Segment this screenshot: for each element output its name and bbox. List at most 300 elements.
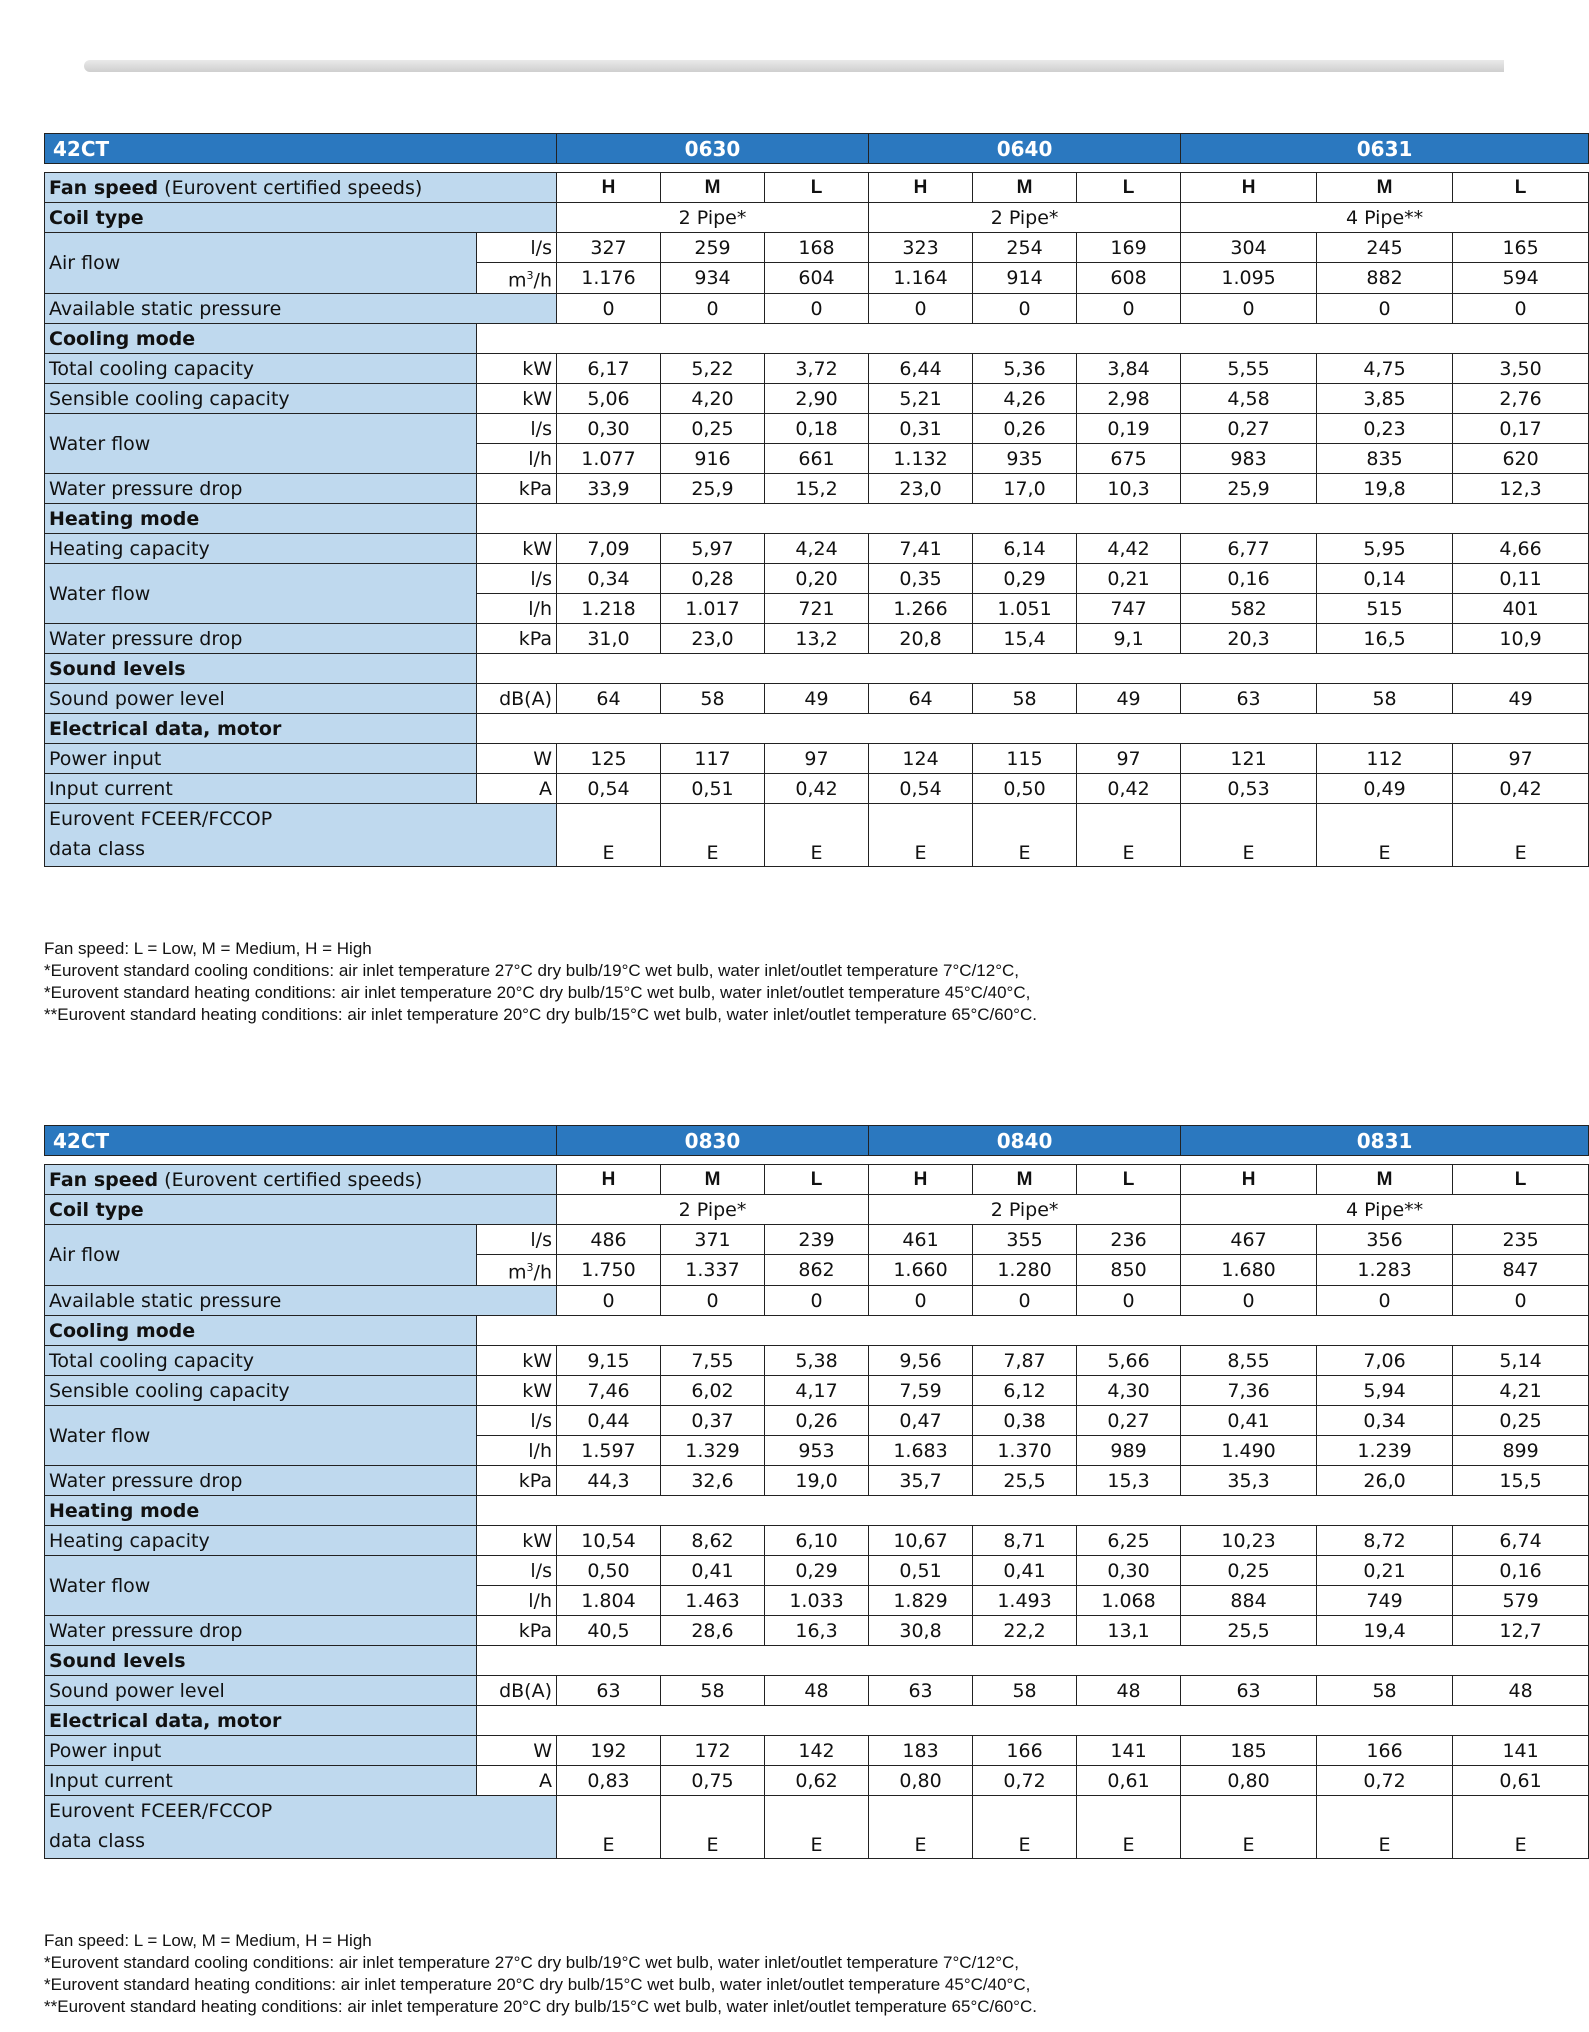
fan-speed-cell: L — [1453, 1165, 1589, 1195]
sensible-cooling-cell: 4,17 — [765, 1376, 869, 1406]
air-flow-cell: 608 — [1077, 263, 1181, 294]
power-input-cell: 97 — [1453, 744, 1589, 774]
heating-water-flow-cell: 0,35 — [869, 564, 973, 594]
heating-capacity-cell: 4,24 — [765, 534, 869, 564]
power-input-cell: 185 — [1181, 1736, 1317, 1766]
air-flow-label: Air flow — [45, 233, 477, 294]
fan-speed-cell: H — [1181, 173, 1317, 203]
fan-speed-cell: H — [557, 173, 661, 203]
cooling-water-flow-cell: 661 — [765, 444, 869, 474]
eurovent-class-label — [45, 804, 557, 867]
model-header: 0630 — [557, 134, 869, 164]
total-cooling-cell: 3,72 — [765, 354, 869, 384]
eurovent-class-cell: E — [1181, 1796, 1317, 1859]
heating-water-pressure-drop-cell: 13,1 — [1077, 1616, 1181, 1646]
air-flow-cell: 914 — [973, 263, 1077, 294]
coil-type-cell: 2 Pipe* — [869, 203, 1181, 233]
heating-water-flow-cell: 582 — [1181, 594, 1317, 624]
sensible-cooling-cell: 6,12 — [973, 1376, 1077, 1406]
top-decorative-bar — [84, 60, 1504, 72]
air-flow-cell: 1.750 — [557, 1255, 661, 1286]
sound-power-unit: dB(A) — [477, 1676, 557, 1706]
input-current-cell: 0,80 — [1181, 1766, 1317, 1796]
heating-water-flow-row-1 — [45, 564, 1589, 594]
cooling-water-pressure-drop-unit: kPa — [477, 474, 557, 504]
electrical-data-label: Electrical data, motor — [45, 714, 477, 744]
power-input-cell: 121 — [1181, 744, 1317, 774]
power-input-cell: 124 — [869, 744, 973, 774]
cooling-water-pressure-drop-cell: 15,5 — [1453, 1466, 1589, 1496]
air-flow-cell: 1.283 — [1317, 1255, 1453, 1286]
heating-water-pressure-drop-cell: 31,0 — [557, 624, 661, 654]
input-current-cell: 0,80 — [869, 1766, 973, 1796]
fan-speed-cell: M — [1317, 1165, 1453, 1195]
cooling-water-flow-cell: 935 — [973, 444, 1077, 474]
section-spacer — [477, 714, 1589, 744]
heating-water-flow-unit-1: l/s — [477, 564, 557, 594]
power-input-cell: 166 — [973, 1736, 1077, 1766]
cooling-water-flow-cell: 0,31 — [869, 414, 973, 444]
coil-type-label: Coil type — [45, 1195, 557, 1225]
air-flow-cell: 236 — [1077, 1225, 1181, 1255]
sensible-cooling-cell: 5,94 — [1317, 1376, 1453, 1406]
input-current-row — [45, 774, 1589, 804]
air-flow-unit-1: l/s — [477, 233, 557, 263]
sound-power-row — [45, 684, 1589, 714]
power-input-cell: 115 — [973, 744, 1077, 774]
heating-capacity-cell: 8,72 — [1317, 1526, 1453, 1556]
spec-table-1 — [44, 133, 1589, 867]
eurovent-class-cell: E — [869, 804, 973, 867]
heating-water-flow-cell: 747 — [1077, 594, 1181, 624]
fan-speed-label-bold: Fan speed — [49, 176, 159, 199]
cooling-water-pressure-drop-cell: 25,5 — [973, 1466, 1077, 1496]
sensible-cooling-row — [45, 384, 1589, 414]
heating-water-pressure-drop-cell: 30,8 — [869, 1616, 973, 1646]
heating-capacity-cell: 5,97 — [661, 534, 765, 564]
static-pressure-cell: 0 — [973, 1286, 1077, 1316]
air-flow-cell: 327 — [557, 233, 661, 263]
sensible-cooling-cell: 7,59 — [869, 1376, 973, 1406]
eurovent-class-cell: E — [1181, 804, 1317, 867]
heating-water-flow-cell: 0,21 — [1317, 1556, 1453, 1586]
air-flow-cell: 1.280 — [973, 1255, 1077, 1286]
air-flow-cell: 165 — [1453, 233, 1589, 263]
sound-levels-label: Sound levels — [45, 1646, 477, 1676]
power-input-cell: 142 — [765, 1736, 869, 1766]
sensible-cooling-cell: 6,02 — [661, 1376, 765, 1406]
heating-water-flow-cell: 515 — [1317, 594, 1453, 624]
section-spacer — [477, 504, 1589, 534]
heating-water-pressure-drop-cell: 16,3 — [765, 1616, 869, 1646]
total-cooling-cell: 5,38 — [765, 1346, 869, 1376]
static-pressure-cell: 0 — [765, 294, 869, 324]
cooling-water-pressure-drop-cell: 17,0 — [973, 474, 1077, 504]
eurovent-class-cell: E — [973, 804, 1077, 867]
input-current-cell: 0,83 — [557, 1766, 661, 1796]
cooling-water-pressure-drop-label: Water pressure drop — [45, 1466, 477, 1496]
heating-water-flow-cell: 1.829 — [869, 1586, 973, 1616]
heating-water-pressure-drop-cell: 12,7 — [1453, 1616, 1589, 1646]
heating-water-flow-cell: 0,25 — [1181, 1556, 1317, 1586]
sound-power-cell: 58 — [1317, 1676, 1453, 1706]
section-spacer — [477, 1316, 1589, 1346]
eurovent-class-row — [45, 804, 1589, 867]
air-flow-unit-1: l/s — [477, 1225, 557, 1255]
model-header: 0640 — [869, 134, 1181, 164]
air-flow-cell: 235 — [1453, 1225, 1589, 1255]
heating-water-flow-unit-2: l/h — [477, 594, 557, 624]
sound-power-cell: 58 — [973, 684, 1077, 714]
total-cooling-cell: 5,14 — [1453, 1346, 1589, 1376]
static-pressure-cell: 0 — [557, 294, 661, 324]
fan-speed-cell: L — [1077, 173, 1181, 203]
coil-type-cell: 4 Pipe** — [1181, 203, 1589, 233]
heating-water-flow-cell: 579 — [1453, 1586, 1589, 1616]
cooling-water-pressure-drop-cell: 25,9 — [661, 474, 765, 504]
sound-power-cell: 58 — [661, 1676, 765, 1706]
static-pressure-cell: 0 — [1453, 1286, 1589, 1316]
eurovent-class-cell: E — [1077, 1796, 1181, 1859]
static-pressure-label: Available static pressure — [45, 1286, 557, 1316]
section-spacer — [477, 1646, 1589, 1676]
cooling-water-flow-cell: 0,38 — [973, 1406, 1077, 1436]
heating-water-pressure-drop-cell: 10,9 — [1453, 624, 1589, 654]
unit-tail: /h — [533, 1261, 552, 1284]
total-cooling-cell: 7,06 — [1317, 1346, 1453, 1376]
heating-capacity-label: Heating capacity — [45, 534, 477, 564]
heating-water-pressure-drop-cell: 25,5 — [1181, 1616, 1317, 1646]
cooling-water-flow-cell: 989 — [1077, 1436, 1181, 1466]
heating-water-flow-label: Water flow — [45, 1556, 477, 1616]
eurovent-class-cell: E — [1453, 804, 1589, 867]
fan-speed-label-note: (Eurovent certified speeds) — [158, 1168, 423, 1191]
sound-power-cell: 63 — [869, 1676, 973, 1706]
sound-power-cell: 48 — [1077, 1676, 1181, 1706]
input-current-row — [45, 1766, 1589, 1796]
sound-power-unit: dB(A) — [477, 684, 557, 714]
air-flow-cell: 847 — [1453, 1255, 1589, 1286]
cooling-water-flow-cell: 1.490 — [1181, 1436, 1317, 1466]
heating-water-flow-cell: 1.068 — [1077, 1586, 1181, 1616]
sensible-cooling-unit: kW — [477, 1376, 557, 1406]
heating-water-pressure-drop-cell: 23,0 — [661, 624, 765, 654]
fan-speed-label — [45, 173, 557, 203]
static-pressure-cell: 0 — [661, 294, 765, 324]
fan-speed-cell: M — [973, 173, 1077, 203]
cooling-water-flow-cell: 620 — [1453, 444, 1589, 474]
air-flow-cell: 604 — [765, 263, 869, 294]
fan-speed-cell: H — [869, 1165, 973, 1195]
total-cooling-cell: 6,17 — [557, 354, 661, 384]
cooling-water-flow-cell: 0,26 — [973, 414, 1077, 444]
air-flow-unit-2 — [477, 1255, 557, 1286]
coil-type-label: Coil type — [45, 203, 557, 233]
series-title: 42CT — [45, 1126, 557, 1156]
sound-power-cell: 48 — [1453, 1676, 1589, 1706]
cooling-water-flow-cell: 0,44 — [557, 1406, 661, 1436]
footnote-line: *Eurovent standard cooling conditions: air inlet temperature 27°C dry bulb/19°C wet bulb, water inlet/outlet temperature 7°C/12°C, — [44, 961, 1019, 980]
input-current-cell: 0,53 — [1181, 774, 1317, 804]
static-pressure-cell: 0 — [661, 1286, 765, 1316]
total-cooling-cell: 3,84 — [1077, 354, 1181, 384]
section-spacer — [477, 1706, 1589, 1736]
footnote-line: Fan speed: L = Low, M = Medium, H = High — [44, 939, 372, 958]
air-flow-cell: 304 — [1181, 233, 1317, 263]
cooling-water-flow-cell: 0,30 — [557, 414, 661, 444]
heating-water-flow-cell: 1.051 — [973, 594, 1077, 624]
total-cooling-cell: 4,75 — [1317, 354, 1453, 384]
static-pressure-cell: 0 — [1317, 294, 1453, 324]
cooling-water-flow-cell: 916 — [661, 444, 765, 474]
sound-power-cell: 49 — [765, 684, 869, 714]
sensible-cooling-label: Sensible cooling capacity — [45, 384, 477, 414]
power-input-cell: 192 — [557, 1736, 661, 1766]
cooling-water-pressure-drop-cell: 35,7 — [869, 1466, 973, 1496]
air-flow-cell: 461 — [869, 1225, 973, 1255]
eurovent-class-cell: E — [1317, 804, 1453, 867]
unit-superscript: 3 — [526, 269, 534, 282]
air-flow-cell: 1.164 — [869, 263, 973, 294]
eurovent-class-cell: E — [661, 1796, 765, 1859]
air-flow-cell: 239 — [765, 1225, 869, 1255]
sound-power-cell: 64 — [557, 684, 661, 714]
total-cooling-row — [45, 1346, 1589, 1376]
heating-capacity-cell: 6,14 — [973, 534, 1077, 564]
total-cooling-unit: kW — [477, 1346, 557, 1376]
sound-power-cell: 58 — [1317, 684, 1453, 714]
heating-water-pressure-drop-cell: 19,4 — [1317, 1616, 1453, 1646]
eurovent-class-cell: E — [765, 804, 869, 867]
heating-water-flow-cell: 0,50 — [557, 1556, 661, 1586]
input-current-cell: 0,42 — [1077, 774, 1181, 804]
unit-base: m — [508, 1261, 527, 1284]
sound-power-cell: 49 — [1077, 684, 1181, 714]
heating-capacity-unit: kW — [477, 534, 557, 564]
heating-capacity-cell: 7,09 — [557, 534, 661, 564]
heating-water-flow-cell: 0,30 — [1077, 1556, 1181, 1586]
sound-power-cell: 63 — [1181, 684, 1317, 714]
input-current-cell: 0,72 — [1317, 1766, 1453, 1796]
sound-power-cell: 58 — [661, 684, 765, 714]
air-flow-cell: 356 — [1317, 1225, 1453, 1255]
power-input-cell: 112 — [1317, 744, 1453, 774]
cooling-water-flow-cell: 0,26 — [765, 1406, 869, 1436]
air-flow-cell: 1.660 — [869, 1255, 973, 1286]
total-cooling-cell: 6,44 — [869, 354, 973, 384]
heating-water-pressure-drop-cell: 20,3 — [1181, 624, 1317, 654]
air-flow-cell: 1.680 — [1181, 1255, 1317, 1286]
electrical-data-row — [45, 1706, 1589, 1736]
air-flow-cell: 1.337 — [661, 1255, 765, 1286]
static-pressure-cell: 0 — [869, 1286, 973, 1316]
cooling-water-flow-cell: 1.370 — [973, 1436, 1077, 1466]
fan-speed-row — [45, 1165, 1589, 1195]
cooling-water-pressure-drop-unit: kPa — [477, 1466, 557, 1496]
coil-type-cell: 2 Pipe* — [557, 203, 869, 233]
section-spacer — [477, 654, 1589, 684]
heating-water-pressure-drop-label: Water pressure drop — [45, 624, 477, 654]
sensible-cooling-cell: 7,36 — [1181, 1376, 1317, 1406]
eurovent-class-cell: E — [1077, 804, 1181, 867]
cooling-water-flow-cell: 0,27 — [1181, 414, 1317, 444]
cooling-water-flow-cell: 1.239 — [1317, 1436, 1453, 1466]
air-flow-cell: 862 — [765, 1255, 869, 1286]
cooling-water-pressure-drop-cell: 15,3 — [1077, 1466, 1181, 1496]
cooling-water-pressure-drop-cell: 15,2 — [765, 474, 869, 504]
heating-water-flow-cell: 0,28 — [661, 564, 765, 594]
heating-capacity-cell: 5,95 — [1317, 534, 1453, 564]
heating-water-pressure-drop-cell: 20,8 — [869, 624, 973, 654]
power-input-cell: 183 — [869, 1736, 973, 1766]
cooling-water-pressure-drop-cell: 35,3 — [1181, 1466, 1317, 1496]
model-header: 0831 — [1181, 1126, 1589, 1156]
sound-levels-row — [45, 1646, 1589, 1676]
heating-water-flow-cell: 749 — [1317, 1586, 1453, 1616]
air-flow-cell: 467 — [1181, 1225, 1317, 1255]
static-pressure-cell: 0 — [557, 1286, 661, 1316]
static-pressure-cell: 0 — [1077, 1286, 1181, 1316]
header-row — [45, 1126, 1589, 1156]
cooling-water-flow-cell: 0,34 — [1317, 1406, 1453, 1436]
heating-water-flow-cell: 0,34 — [557, 564, 661, 594]
input-current-cell: 0,42 — [1453, 774, 1589, 804]
static-pressure-cell: 0 — [973, 294, 1077, 324]
cooling-water-flow-label: Water flow — [45, 414, 477, 474]
sound-power-cell: 63 — [557, 1676, 661, 1706]
coil-type-cell: 2 Pipe* — [557, 1195, 869, 1225]
spacer — [45, 164, 1589, 173]
air-flow-cell: 934 — [661, 263, 765, 294]
cooling-water-flow-cell: 0,37 — [661, 1406, 765, 1436]
fan-speed-cell: L — [765, 1165, 869, 1195]
heating-capacity-row — [45, 534, 1589, 564]
heating-water-flow-cell: 1.493 — [973, 1586, 1077, 1616]
heating-water-pressure-drop-unit: kPa — [477, 624, 557, 654]
air-flow-row-1 — [45, 233, 1589, 263]
cooling-water-pressure-drop-cell: 44,3 — [557, 1466, 661, 1496]
power-input-cell: 172 — [661, 1736, 765, 1766]
fan-speed-cell: L — [1453, 173, 1589, 203]
air-flow-cell: 245 — [1317, 233, 1453, 263]
sound-power-cell: 49 — [1453, 684, 1589, 714]
heating-water-flow-cell: 0,51 — [869, 1556, 973, 1586]
heating-capacity-cell: 4,66 — [1453, 534, 1589, 564]
power-input-row — [45, 744, 1589, 774]
sensible-cooling-cell: 4,26 — [973, 384, 1077, 414]
heating-water-flow-cell: 1.463 — [661, 1586, 765, 1616]
cooling-water-pressure-drop-cell: 19,0 — [765, 1466, 869, 1496]
heating-mode-row — [45, 1496, 1589, 1526]
air-flow-cell: 323 — [869, 233, 973, 263]
eurovent-label-line-1: Eurovent FCEER/FCCOP — [49, 1800, 273, 1823]
footnote-line: Fan speed: L = Low, M = Medium, H = High — [44, 1931, 372, 1950]
input-current-cell: 0,49 — [1317, 774, 1453, 804]
cooling-mode-label: Cooling mode — [45, 1316, 477, 1346]
sensible-cooling-cell: 4,58 — [1181, 384, 1317, 414]
eurovent-class-cell: E — [557, 804, 661, 867]
fan-speed-cell: H — [1181, 1165, 1317, 1195]
cooling-water-flow-row-1 — [45, 1406, 1589, 1436]
heating-water-flow-cell: 0,16 — [1453, 1556, 1589, 1586]
static-pressure-row — [45, 294, 1589, 324]
input-current-unit: A — [477, 1766, 557, 1796]
cooling-water-pressure-drop-cell: 26,0 — [1317, 1466, 1453, 1496]
cooling-water-flow-cell: 1.683 — [869, 1436, 973, 1466]
eurovent-class-cell: E — [765, 1796, 869, 1859]
spec-table-2 — [44, 1125, 1589, 1859]
cooling-water-flow-unit-1: l/s — [477, 414, 557, 444]
cooling-water-pressure-drop-row — [45, 1466, 1589, 1496]
heating-capacity-cell: 4,42 — [1077, 534, 1181, 564]
cooling-water-pressure-drop-cell: 23,0 — [869, 474, 973, 504]
power-input-label: Power input — [45, 744, 477, 774]
section-spacer — [477, 324, 1589, 354]
input-current-cell: 0,72 — [973, 1766, 1077, 1796]
heating-capacity-cell: 8,62 — [661, 1526, 765, 1556]
heating-water-flow-label: Water flow — [45, 564, 477, 624]
series-title: 42CT — [45, 134, 557, 164]
footnote-line: *Eurovent standard heating conditions: air inlet temperature 20°C dry bulb/15°C wet bulb, water inlet/outlet temperature 45°C/40°C, — [44, 983, 1031, 1002]
air-flow-cell: 168 — [765, 233, 869, 263]
eurovent-label-line-2: data class — [49, 838, 146, 861]
sensible-cooling-label: Sensible cooling capacity — [45, 1376, 477, 1406]
eurovent-class-cell: E — [973, 1796, 1077, 1859]
eurovent-label-line-1: Eurovent FCEER/FCCOP — [49, 808, 273, 831]
cooling-water-flow-cell: 675 — [1077, 444, 1181, 474]
air-flow-cell: 486 — [557, 1225, 661, 1255]
air-flow-cell: 254 — [973, 233, 1077, 263]
heating-water-pressure-drop-cell: 22,2 — [973, 1616, 1077, 1646]
sound-power-cell: 64 — [869, 684, 973, 714]
cooling-water-flow-cell: 0,18 — [765, 414, 869, 444]
sensible-cooling-cell: 2,98 — [1077, 384, 1181, 414]
sound-power-label: Sound power level — [45, 684, 477, 714]
eurovent-class-label — [45, 1796, 557, 1859]
heating-water-flow-cell: 0,11 — [1453, 564, 1589, 594]
fan-speed-cell: H — [557, 1165, 661, 1195]
heating-water-flow-cell: 401 — [1453, 594, 1589, 624]
fan-speed-label-bold: Fan speed — [49, 1168, 159, 1191]
static-pressure-cell: 0 — [1181, 294, 1317, 324]
heating-water-flow-cell: 0,29 — [765, 1556, 869, 1586]
fan-speed-label-note: (Eurovent certified speeds) — [158, 176, 423, 199]
sensible-cooling-cell: 3,85 — [1317, 384, 1453, 414]
cooling-water-flow-cell: 0,17 — [1453, 414, 1589, 444]
fan-speed-cell: M — [973, 1165, 1077, 1195]
heating-water-pressure-drop-cell: 9,1 — [1077, 624, 1181, 654]
input-current-cell: 0,42 — [765, 774, 869, 804]
heating-capacity-row — [45, 1526, 1589, 1556]
heating-water-flow-cell: 0,29 — [973, 564, 1077, 594]
cooling-water-flow-cell: 0,41 — [1181, 1406, 1317, 1436]
air-flow-row-1 — [45, 1225, 1589, 1255]
power-input-cell: 125 — [557, 744, 661, 774]
heating-mode-label: Heating mode — [45, 1496, 477, 1526]
heating-water-flow-cell: 1.017 — [661, 594, 765, 624]
total-cooling-unit: kW — [477, 354, 557, 384]
cooling-water-pressure-drop-cell: 19,8 — [1317, 474, 1453, 504]
eurovent-class-cell: E — [1453, 1796, 1589, 1859]
eurovent-class-row — [45, 1796, 1589, 1859]
heating-capacity-unit: kW — [477, 1526, 557, 1556]
sensible-cooling-cell: 2,76 — [1453, 384, 1589, 414]
heating-water-pressure-drop-label: Water pressure drop — [45, 1616, 477, 1646]
heating-water-pressure-drop-cell: 13,2 — [765, 624, 869, 654]
input-current-cell: 0,50 — [973, 774, 1077, 804]
cooling-water-flow-cell: 835 — [1317, 444, 1453, 474]
cooling-water-flow-cell: 983 — [1181, 444, 1317, 474]
